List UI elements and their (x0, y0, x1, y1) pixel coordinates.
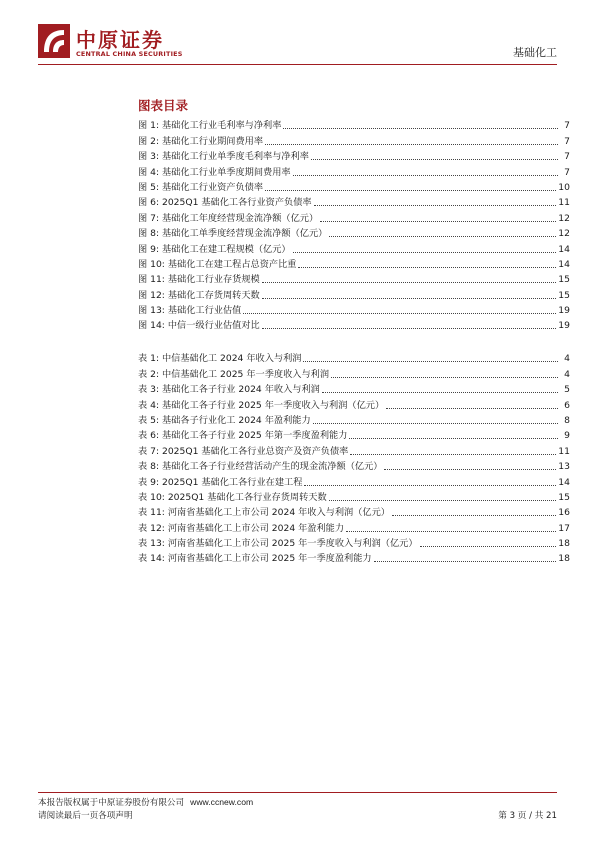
table-entry-page: 18 (558, 538, 570, 550)
figure-entry-page: 14 (558, 258, 570, 270)
website-link[interactable]: www.ccnew.com (190, 797, 254, 807)
dot-leader (293, 175, 558, 176)
dot-leader (262, 328, 557, 329)
table-entry-label: 表 5: 基础各子行业化工 2024 年盈利能力 (138, 414, 311, 426)
page-number: 第 3 页 / 共 21 (498, 811, 557, 821)
table-entry[interactable] (138, 457, 570, 472)
dot-leader (313, 423, 558, 424)
figure-entry[interactable] (138, 301, 570, 316)
dot-leader (392, 515, 556, 516)
dot-leader (320, 221, 556, 222)
figure-entry[interactable] (138, 131, 570, 146)
table-entry-page: 11 (558, 445, 570, 457)
dot-leader (329, 236, 556, 237)
table-entry-label: 表 2: 中信基础化工 2025 年一季度收入与利润 (138, 368, 330, 380)
page-header (0, 0, 595, 70)
figure-entry-label: 图 12: 基础化工存货周转天数 (138, 289, 260, 301)
figure-list (138, 116, 570, 331)
figure-entry-page: 19 (558, 320, 570, 332)
figure-entry-label: 图 1: 基础化工行业毛利率与净利率 (138, 120, 282, 132)
table-entry-label: 表 9: 2025Q1 基础化工各行业在建工程 (138, 476, 303, 488)
dot-leader (303, 361, 558, 362)
figure-entry-label: 图 5: 基础化工行业资产负债率 (138, 181, 264, 193)
figure-entry[interactable] (138, 193, 570, 208)
figure-entry[interactable] (138, 239, 570, 254)
figure-entry[interactable] (138, 162, 570, 177)
table-list (138, 349, 570, 564)
figure-entry[interactable] (138, 147, 570, 162)
footer-disclaimer: 请阅读最后一页各项声明 (38, 811, 133, 821)
dot-leader (386, 408, 558, 409)
table-entry-label: 表 8: 基础化工各子行业经营活动产生的现金流净额（亿元） (138, 461, 383, 473)
table-entry-page: 4 (564, 368, 570, 380)
dot-leader (346, 531, 556, 532)
table-entry-page: 5 (564, 384, 570, 396)
table-entry[interactable] (138, 426, 570, 441)
table-entry-label: 表 13: 河南省基础化工上市公司 2025 年一季度收入与利润（亿元） (138, 538, 418, 550)
company-logo-icon (38, 24, 70, 58)
company-name-en: CENTRAL CHINA SECURITIES (76, 50, 183, 58)
figure-entry-page: 12 (558, 212, 570, 224)
figure-entry-label: 图 13: 基础化工行业估值 (138, 305, 242, 317)
figure-entry-label: 图 2: 基础化工行业期间费用率 (138, 135, 264, 147)
figure-entry-page: 10 (558, 181, 570, 193)
figure-entry[interactable] (138, 224, 570, 239)
dot-leader (314, 205, 557, 206)
table-entry-page: 6 (564, 399, 570, 411)
dot-leader (293, 252, 557, 253)
figure-entry-page: 7 (564, 166, 570, 178)
figure-entry[interactable] (138, 270, 570, 285)
footer-copyright (38, 796, 253, 808)
dot-leader (243, 313, 556, 314)
table-entry-label: 表 11: 河南省基础化工上市公司 2024 年收入与利润（亿元） (138, 507, 390, 519)
table-entry[interactable] (138, 534, 570, 549)
table-entry-page: 14 (558, 476, 570, 488)
dot-leader (420, 546, 557, 547)
table-entry-label: 表 4: 基础化工各子行业 2025 年一季度收入与利润（亿元） (138, 399, 385, 411)
dot-leader (322, 392, 558, 393)
figure-entry-label: 图 8: 基础化工单季度经营现金流净额（亿元） (138, 228, 328, 240)
table-entry[interactable] (138, 472, 570, 487)
table-entry[interactable] (138, 349, 570, 364)
table-entry-page: 9 (564, 430, 570, 442)
footer-divider (38, 792, 557, 793)
figure-entry-page: 12 (558, 228, 570, 240)
figure-entry[interactable] (138, 285, 570, 300)
company-name-cn: 中原证券 (76, 28, 164, 52)
figure-entry-label: 图 3: 基础化工行业单季度毛利率与净利率 (138, 151, 309, 163)
company-logo (38, 22, 198, 66)
figure-entry-label: 图 4: 基础化工行业单季度期间费用率 (138, 166, 291, 178)
figure-entry-page: 14 (558, 243, 570, 255)
dot-leader (262, 282, 557, 283)
table-entry[interactable] (138, 518, 570, 533)
table-entry-label: 表 14: 河南省基础化工上市公司 2025 年一季度盈利能力 (138, 553, 372, 565)
figure-entry-page: 19 (558, 305, 570, 317)
table-entry-label: 表 6: 基础化工各子行业 2025 年第一季度盈利能力 (138, 430, 348, 442)
table-entry-page: 16 (558, 507, 570, 519)
copyright-text: 本报告版权属于中原证券股份有限公司 (38, 798, 185, 808)
table-entry[interactable] (138, 364, 570, 379)
dot-leader (331, 377, 558, 378)
table-entry-page: 18 (558, 553, 570, 565)
dot-leader (304, 485, 556, 486)
figure-entry-page: 11 (558, 197, 570, 209)
table-entry-page: 13 (558, 461, 570, 473)
toc-title: 图表目录 (138, 98, 189, 113)
figure-entry[interactable] (138, 316, 570, 331)
figure-entry-label: 图 14: 中信一级行业估值对比 (138, 320, 260, 332)
table-entry-page: 17 (558, 522, 570, 534)
figure-entry-label: 图 9: 基础化工在建工程规模（亿元） (138, 243, 291, 255)
table-entry[interactable] (138, 395, 570, 410)
dot-leader (374, 561, 557, 562)
figure-entry-page: 7 (564, 151, 570, 163)
dot-leader (311, 159, 558, 160)
figure-entry-label: 图 7: 基础化工年度经营现金流净额（亿元） (138, 212, 319, 224)
table-entry-page: 4 (564, 353, 570, 365)
table-entry[interactable] (138, 549, 570, 564)
header-divider (38, 64, 557, 65)
dot-leader (262, 298, 557, 299)
figure-entry[interactable] (138, 116, 570, 131)
table-entry-label: 表 3: 基础化工各子行业 2024 年收入与利润 (138, 384, 320, 396)
table-entry-page: 8 (564, 414, 570, 426)
dot-leader (350, 454, 556, 455)
figure-entry-page: 15 (558, 289, 570, 301)
figure-entry-page: 7 (564, 120, 570, 132)
table-entry-label: 表 10: 2025Q1 基础化工各行业存货周转天数 (138, 491, 327, 503)
table-entry-label: 表 12: 河南省基础化工上市公司 2024 年盈利能力 (138, 522, 345, 534)
table-entry[interactable] (138, 441, 570, 456)
dot-leader (349, 438, 558, 439)
report-section: 基础化工 (513, 46, 557, 59)
dot-leader (298, 267, 556, 268)
table-entry[interactable] (138, 488, 570, 503)
figure-entry-label: 图 10: 基础化工在建工程占总资产比重 (138, 258, 297, 270)
figure-entry-label: 图 6: 2025Q1 基础化工各行业资产负债率 (138, 197, 312, 209)
figure-entry[interactable] (138, 255, 570, 270)
dot-leader (265, 144, 558, 145)
dot-leader (384, 469, 556, 470)
table-entry-page: 15 (558, 491, 570, 503)
table-entry[interactable] (138, 503, 570, 518)
table-entry-label: 表 1: 中信基础化工 2024 年收入与利润 (138, 353, 302, 365)
figure-entry-page: 7 (564, 135, 570, 147)
dot-leader (265, 190, 556, 191)
figure-entry-page: 15 (558, 274, 570, 286)
figure-entry-label: 图 11: 基础化工行业存货规模 (138, 274, 260, 286)
table-entry[interactable] (138, 380, 570, 395)
figure-entry[interactable] (138, 208, 570, 223)
dot-leader (283, 128, 558, 129)
dot-leader (329, 500, 557, 501)
table-entry[interactable] (138, 411, 570, 426)
table-entry-label: 表 7: 2025Q1 基础化工各行业总资产及资产负债率 (138, 445, 349, 457)
figure-entry[interactable] (138, 178, 570, 193)
